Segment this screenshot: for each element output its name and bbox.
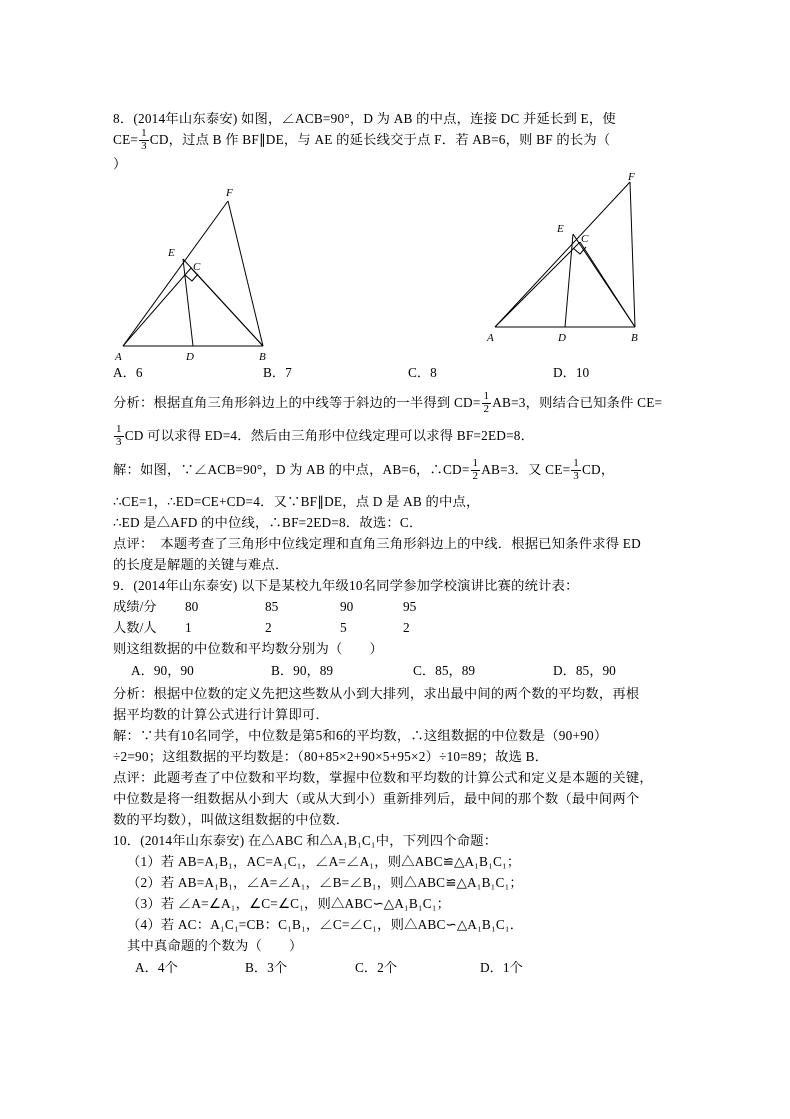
q8-stem-line1: 8．(2014年山东泰安) 如图，∠ACB=90°，D 为 AB 的中点，连接 DC 并延长到 E，使: [113, 111, 616, 126]
q9-row2-v2: 5: [340, 620, 347, 636]
q8-solution-line2: ∴CE=1，∴ED=CE+CD=4．又∵BF∥DE，点 D 是 AB 的中点，: [113, 494, 480, 510]
q8-stem-line2: [113, 129, 683, 153]
q9-option-b[interactable]: B．90，89: [271, 663, 334, 679]
label-C: C: [193, 261, 201, 274]
q10-option-b[interactable]: B．3个: [245, 960, 288, 976]
q9-row2-v3: 2: [403, 620, 410, 636]
q9-option-d[interactable]: D．85，90: [553, 663, 616, 679]
label-B: B: [259, 351, 266, 364]
q8-fraction-one-third: $\frac{1}{3}$: [141, 127, 147, 152]
label-E: E: [168, 247, 175, 260]
label-C: C: [581, 233, 589, 246]
document-content: [113, 108, 683, 978]
q8-analysis-line1: [113, 392, 683, 416]
q8-figures: [113, 172, 683, 368]
q9-row2-v0: 1: [185, 620, 192, 636]
q9-analysis-line1: 分析：根据中位数的定义先把这些数从小到大排列，求出最中间的两个数的平均数，再根: [113, 686, 640, 702]
q10-proposition-1: （1）若 AB=A₁B₁，AC=A₁C₁，∠A=∠A₁，则△ABC≌△A₁B₁C₁；: [127, 854, 521, 870]
q8-option-b[interactable]: B．7: [263, 365, 292, 381]
question-8: [113, 108, 683, 174]
q9-table-row-counts: [113, 617, 683, 638]
triangle-figure-left-svg: [113, 176, 343, 366]
q9-row1-v2: 90: [340, 599, 354, 615]
q8-analysis-c: CD 可以求得 ED=4．然后由三角形中位线定理可以求得 BF=2ED=8．: [124, 428, 535, 444]
label-B: B: [631, 332, 638, 345]
q8-analysis-fraction-one-third: $\frac{1}{3}$: [116, 423, 122, 448]
q8-comment-line1: 点评： 本题考查了三角形中位线定理和直角三角形斜边上的中线．根据已知条件求得 ED: [113, 536, 641, 552]
q9-row1-label: 成绩/分: [113, 599, 157, 615]
q9-options: [113, 660, 683, 681]
q9-row1-v3: 95: [403, 599, 417, 615]
label-F: F: [628, 172, 635, 184]
q9-option-c[interactable]: C．85，89: [413, 663, 476, 679]
q8-analysis-b: AB=3，则结合已知条件 CE=: [492, 395, 663, 411]
q8-solution-fraction-one-third: $\frac{1}{3}$: [573, 457, 579, 482]
q10-option-d[interactable]: D．1个: [480, 960, 523, 976]
q8-option-d[interactable]: D．10: [553, 365, 590, 381]
q8-option-c[interactable]: C．8: [408, 365, 437, 381]
q9-solution-line2: ÷2=90；这组数据的平均数是：（80+85×2+90×5+95×2）÷10=89；故选 B．: [113, 749, 549, 765]
q8-solution-c: CD，: [581, 462, 615, 478]
q9-comment-line1: 点评：此题考查了中位数和平均数，掌握中位数和平均数的计算公式和定义是本题的关键，: [113, 770, 653, 786]
q8-solution-line1: [113, 459, 683, 483]
q8-stem-line3: ）: [113, 156, 127, 172]
q8-solution-a: 解：如图，∵∠ACB=90°，D 为 AB 的中点，AB=6，∴CD=: [113, 462, 470, 478]
label-A: A: [115, 351, 122, 364]
q10-option-a[interactable]: A．4个: [135, 960, 178, 976]
q8-analysis-line2: [113, 425, 683, 449]
q9-comment-line3: 数的平均数），叫做这组数据的中位数．: [113, 812, 350, 828]
q9-table: [113, 596, 683, 638]
q8-analysis-fraction-one-half: $\frac{1}{2}$: [483, 390, 490, 415]
q10-proposition-2: （2）若 AB=A₁B₁，∠A=∠A₁，∠B=∠B₁，则△ABC≌△A₁B₁C₁；: [127, 875, 523, 891]
q9-row2-label: 人数/人: [113, 620, 157, 636]
q10-option-c[interactable]: C．2个: [355, 960, 398, 976]
q8-figure-left: [113, 176, 343, 371]
label-D: D: [558, 332, 566, 345]
q10-proposition-4: （4）若 AC：A₁C₁=CB：C₁B₁，∠C=∠C₁，则△ABC∽△A₁B₁C₁．: [127, 917, 524, 933]
q9-option-a[interactable]: A．90，90: [131, 663, 194, 679]
label-E: E: [557, 223, 564, 236]
q9-table-row-scores: [113, 596, 683, 617]
label-A: A: [487, 332, 494, 345]
q8-option-a[interactable]: A．6: [113, 365, 143, 381]
q8-comment-line2: 的长度是解题的关键与难点．: [113, 557, 289, 573]
q9-analysis-line2: 据平均数的计算公式进行计算即可．: [113, 707, 329, 723]
q9-question: 则这组数据的中位数和平均数分别为（ ）: [113, 641, 383, 657]
q8-figure-right: [485, 172, 685, 367]
q9-row2-v1: 2: [265, 620, 272, 636]
triangle-figure-right-svg: [485, 172, 685, 362]
q9-stem: 9．(2014年山东泰安) 以下是某校九年级10名同学参加学校演讲比赛的统计表：: [113, 578, 579, 594]
q10-proposition-3: （3）若 ∠A=∠A₁，∠C=∠C₁，则△ABC∽△A₁B₁C₁；: [127, 896, 451, 912]
q8-stem-line2-b: CD，过点 B 作 BF∥DE，与 AE 的延长线交于点 F．若 AB=6，则 BF 的长为（: [149, 132, 611, 148]
q10-question: 其中真命题的个数为（ ）: [127, 938, 303, 954]
q9-row1-v1: 85: [265, 599, 279, 615]
q9-solution-line1: 解：∵共有10名同学，中位数是第5和6的平均数，∴这组数据的中位数是（90+90）: [113, 728, 608, 744]
q8-solution-fraction-one-half: $\frac{1}{2}$: [472, 457, 479, 482]
q10-options: [113, 957, 683, 978]
label-F: F: [226, 187, 233, 200]
q9-comment-line2: 中位数是将一组数据从小到大（或从大到小）重新排列后，最中间的那个数（最中间两个: [113, 791, 640, 807]
q8-solution-line3: ∴ED 是△AFD 的中位线，∴BF=2ED=8．故选：C．: [113, 515, 423, 531]
q8-stem-line2-a: CE=: [113, 132, 139, 148]
q8-analysis-a: 分析：根据直角三角形斜边上的中线等于斜边的一半得到 CD=: [113, 395, 481, 411]
q8-solution-b: AB=3．又 CE=: [481, 462, 571, 478]
q10-stem: 10．(2014年山东泰安) 在△ABC 和△A₁B₁C₁中，下列四个命题：: [113, 833, 498, 849]
q9-row1-v0: 80: [185, 599, 199, 615]
label-D: D: [186, 351, 194, 364]
